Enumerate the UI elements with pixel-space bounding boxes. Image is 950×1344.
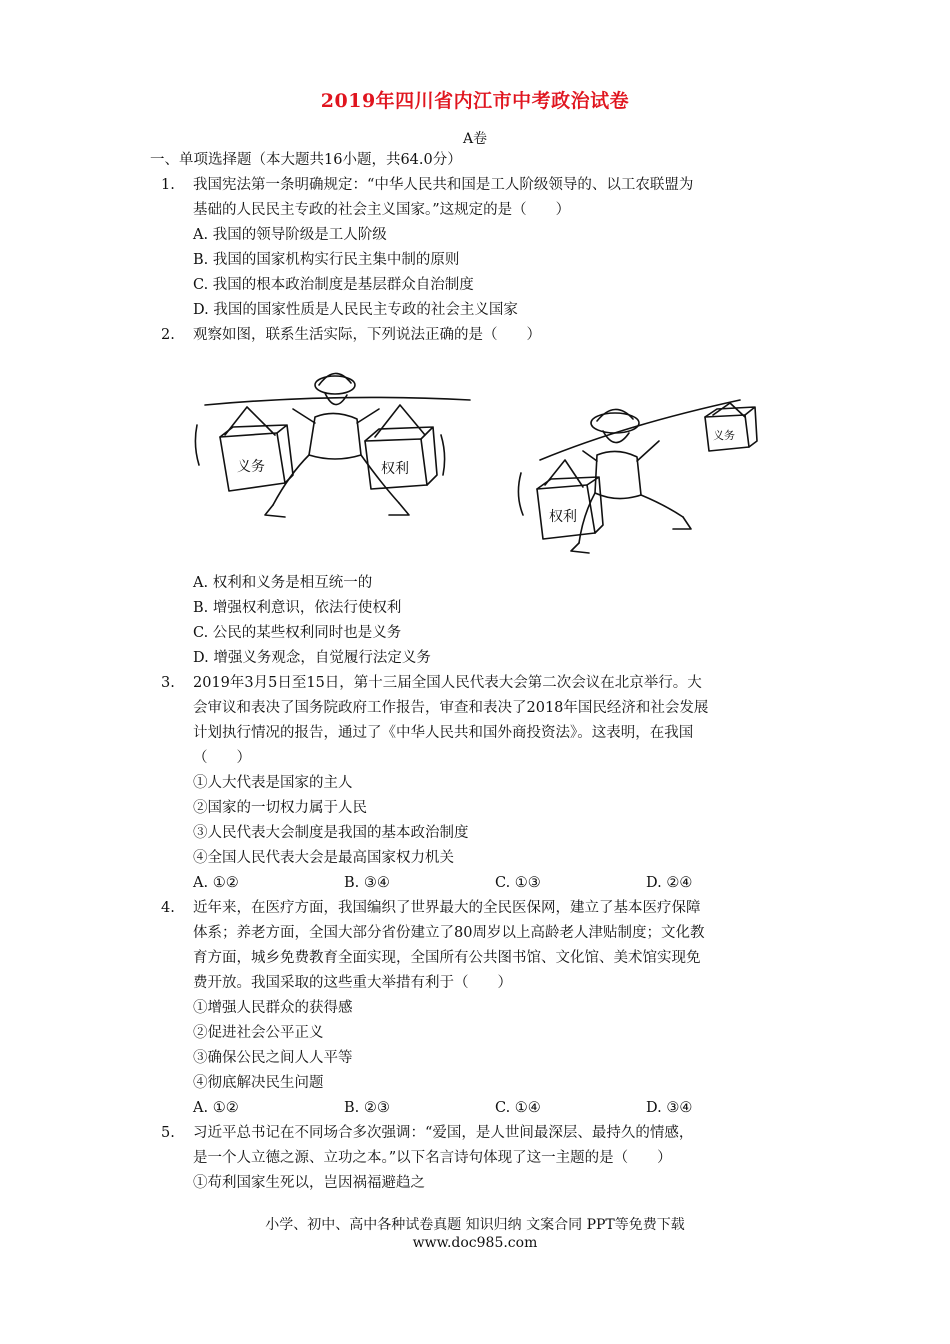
q2-option-d: D. 增强义务观念，自觉履行法定义务 (193, 650, 431, 666)
right-rights-label: 权利 (549, 509, 577, 525)
q1-option-b: B. 我国的国家机构实行民主集中制的原则 (193, 252, 460, 268)
q3-item: ③人民代表大会制度是我国的基本政治制度 (193, 825, 469, 841)
q2-number: 2. (161, 327, 175, 343)
q3-item: ②国家的一切权力属于人民 (193, 800, 367, 816)
q4-item: ①增强人民群众的获得感 (193, 1000, 353, 1016)
q1-option-c: C. 我国的根本政治制度是基层群众自治制度 (193, 277, 474, 293)
q3-stem-line: 2019年3月5日至15日，第十三届全国人民代表大会第二次会议在北京举行。大 (193, 675, 702, 691)
q2-option-c: C. 公民的某些权利同时也是义务 (193, 625, 402, 641)
q3-option-c: C. ①③ (495, 875, 541, 891)
q4-option-d: D. ③④ (646, 1100, 693, 1116)
q1-stem-line: 我国宪法第一条明确规定：“中华人民共和国是工人阶级领导的、以工农联盟为 (193, 177, 694, 193)
q3-stem-line: 计划执行情况的报告，通过了《中华人民共和国外商投资法》。这表明，在我国 (193, 725, 694, 741)
q4-number: 4. (161, 900, 175, 916)
q4-options (193, 1098, 797, 1118)
q1-option-d: D. 我国的国家性质是人民民主专政的社会主义国家 (193, 302, 518, 318)
q3-item: ④全国人民代表大会是最高国家权力机关 (193, 850, 454, 866)
q3-stem-line: （ ） (193, 750, 251, 766)
q3-stem-line: 会审议和表决了国务院政府工作报告，审查和表决了2018年国民经济和社会发展 (193, 700, 709, 716)
q4-option-b: B. ②③ (344, 1100, 390, 1116)
volume-label: A卷 (462, 131, 488, 147)
q2-option-b: B. 增强权利意识，依法行使权利 (193, 600, 402, 616)
q3-options (193, 873, 797, 893)
q3-item: ①人大代表是国家的主人 (193, 775, 353, 791)
left-duty-label: 义务 (237, 459, 265, 475)
footer-url: www.doc985.com (412, 1235, 538, 1251)
q3-option-a: A. ①② (193, 875, 239, 891)
q4-item: ④彻底解决民生问题 (193, 1075, 324, 1091)
footer-promo: 小学、初中、高中各种试卷真题 知识归纳 文案合同 PPT等免费下载 (265, 1217, 685, 1233)
q4-stem-line: 育方面，城乡免费教育全面实现，全国所有公共图书馆、文化馆、美术馆实现免 (193, 950, 701, 966)
q4-option-c: C. ①④ (495, 1100, 541, 1116)
rights-duties-cartoon (185, 365, 765, 565)
q3-option-d: D. ②④ (646, 875, 693, 891)
q5-item: ①苟利国家生死以，岂因祸福避趋之 (193, 1175, 425, 1191)
q5-stem-line: 是一个人立德之源、立功之本。”以下名言诗句体现了这一主题的是（ ） (193, 1150, 672, 1166)
q2-stem-line: 观察如图，联系生活实际，下列说法正确的是（ ） (193, 327, 541, 343)
q3-number: 3. (161, 675, 175, 691)
section-header: 一、单项选择题（本大题共16小题，共64.0分） (150, 152, 462, 168)
right-duty-label: 义务 (713, 429, 735, 442)
q4-option-a: A. ①② (193, 1100, 239, 1116)
exam-title: 2019年四川省内江市中考政治试卷 (320, 90, 630, 112)
q4-stem-line: 费开放。我国采取的这些重大举措有利于（ ） (193, 975, 512, 991)
q4-stem-line: 体系；养老方面，全国大部分省份建立了80周岁以上高龄老人津贴制度；文化教 (193, 925, 705, 941)
q1-option-a: A. 我国的领导阶级是工人阶级 (193, 227, 387, 243)
left-rights-label: 权利 (381, 461, 409, 477)
q5-stem-line: 习近平总书记在不同场合多次强调：“爱国，是人世间最深层、最持久的情感， (193, 1125, 694, 1141)
q4-item: ②促进社会公平正义 (193, 1025, 324, 1041)
q2-option-a: A. 权利和义务是相互统一的 (193, 575, 373, 591)
q1-number: 1. (161, 177, 175, 193)
q1-stem-line: 基础的人民民主专政的社会主义国家。”这规定的是（ ） (193, 202, 571, 218)
q4-stem-line: 近年来，在医疗方面，我国编织了世界最大的全民医保网，建立了基本医疗保障 (193, 900, 701, 916)
q4-item: ③确保公民之间人人平等 (193, 1050, 353, 1066)
q5-number: 5. (161, 1125, 175, 1141)
q3-option-b: B. ③④ (344, 875, 390, 891)
